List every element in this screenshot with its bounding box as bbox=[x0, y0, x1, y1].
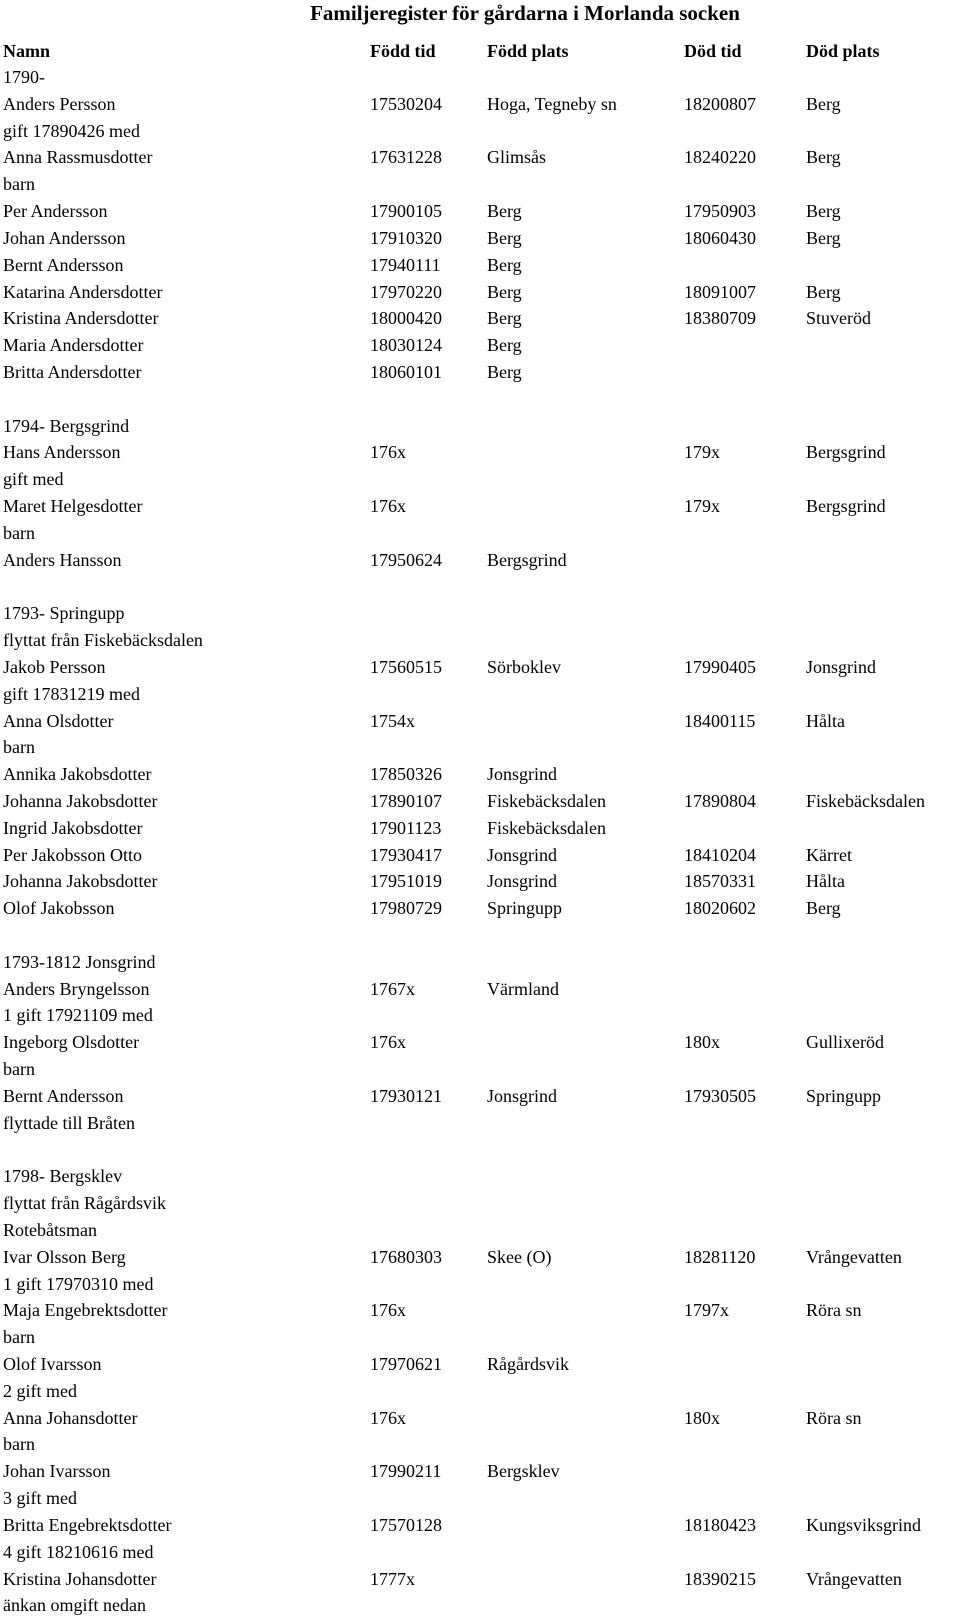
table-row bbox=[0, 949, 960, 976]
person-name-cell: Anna Rassmusdotter bbox=[3, 147, 153, 168]
person-name-cell: Anders Bryngelsson bbox=[3, 978, 150, 999]
born-place-cell: Berg bbox=[487, 308, 522, 329]
person-name-cell: Kristina Johansdotter bbox=[3, 1568, 157, 1589]
column-header-died-place: Död plats bbox=[806, 41, 880, 61]
born-date-cell: 17950624 bbox=[370, 549, 442, 570]
column-header-born-place: Född plats bbox=[487, 41, 569, 61]
person-name-cell: Jakob Persson bbox=[3, 656, 106, 677]
person-name-cell: Maja Engebrektsdotter bbox=[3, 1300, 168, 1321]
died-date-cell: 17930505 bbox=[684, 1085, 756, 1106]
table-row bbox=[0, 252, 960, 279]
person-name-cell: Johanna Jakobsdotter bbox=[3, 790, 158, 811]
person-name-cell: Britta Engebrektsdotter bbox=[3, 1514, 172, 1535]
column-header-name: Namn bbox=[3, 41, 51, 61]
died-place-cell: Berg bbox=[806, 201, 841, 222]
born-date-cell: 18060101 bbox=[370, 361, 442, 382]
table-row bbox=[0, 868, 960, 895]
page-title: Familjeregister för gårdarna i Morlanda socken bbox=[310, 1, 740, 25]
born-place-cell: Jonsgrind bbox=[487, 871, 558, 892]
table-row bbox=[0, 305, 960, 332]
born-place-cell: Berg bbox=[487, 227, 522, 248]
table-row bbox=[0, 225, 960, 252]
died-date-cell: 18200807 bbox=[684, 93, 756, 114]
born-place-cell: Jonsgrind bbox=[487, 844, 558, 865]
died-place-cell: Vrångevatten bbox=[806, 1568, 902, 1589]
person-name-cell: 4 gift 18210616 med bbox=[3, 1541, 154, 1562]
died-date-cell: 1797x bbox=[684, 1300, 729, 1321]
born-date-cell: 17901123 bbox=[370, 817, 442, 838]
table-row bbox=[0, 1592, 960, 1619]
person-name-cell: barn bbox=[3, 522, 35, 543]
died-date-cell: 18091007 bbox=[684, 281, 756, 302]
died-date-cell: 18281120 bbox=[684, 1246, 756, 1267]
born-date-cell: 17530204 bbox=[370, 93, 442, 114]
died-date-cell: 18380709 bbox=[684, 308, 756, 329]
person-name-cell: Olof Jakobsson bbox=[3, 898, 115, 919]
person-name-cell: Annika Jakobsdotter bbox=[3, 764, 152, 785]
table-row bbox=[0, 976, 960, 1003]
register-table bbox=[0, 64, 960, 1619]
born-place-cell: Berg bbox=[487, 361, 522, 382]
died-place-cell: Röra sn bbox=[806, 1407, 862, 1428]
died-place-cell: Berg bbox=[806, 227, 841, 248]
born-place-cell: Bergsklev bbox=[487, 1461, 560, 1482]
died-date-cell: 17890804 bbox=[684, 790, 756, 811]
born-place-cell: Berg bbox=[487, 254, 522, 275]
born-date-cell: 18000420 bbox=[370, 308, 442, 329]
person-name-cell: gift 17890426 med bbox=[3, 120, 140, 141]
born-date-cell: 17940111 bbox=[370, 254, 441, 275]
table-row bbox=[0, 413, 960, 440]
born-date-cell: 176x bbox=[370, 1032, 406, 1053]
table-row bbox=[0, 439, 960, 466]
died-place-cell: Kärret bbox=[806, 844, 852, 865]
table-row bbox=[0, 332, 960, 359]
table-row bbox=[0, 359, 960, 386]
table-row bbox=[0, 734, 960, 761]
born-place-cell: Skee (O) bbox=[487, 1246, 552, 1267]
table-row bbox=[0, 91, 960, 118]
table-row bbox=[0, 466, 960, 493]
died-date-cell: 17990405 bbox=[684, 656, 756, 677]
died-date-cell: 17950903 bbox=[684, 201, 756, 222]
table-row bbox=[0, 842, 960, 869]
died-date-cell: 18060430 bbox=[684, 227, 756, 248]
table-row bbox=[0, 708, 960, 735]
born-place-cell: Jonsgrind bbox=[487, 764, 558, 785]
person-name-cell: Bernt Andersson bbox=[3, 254, 124, 275]
born-place-cell: Rågårdsvik bbox=[487, 1354, 569, 1374]
person-name-cell: Johan Ivarsson bbox=[3, 1461, 111, 1482]
born-date-cell: 17910320 bbox=[370, 227, 442, 248]
person-name-cell: gift med bbox=[3, 469, 64, 490]
born-date-cell: 17990211 bbox=[370, 1461, 442, 1482]
table-row bbox=[0, 1083, 960, 1110]
person-name-cell: Johanna Jakobsdotter bbox=[3, 871, 158, 892]
died-date-cell: 179x bbox=[684, 496, 720, 516]
born-date-cell: 17951019 bbox=[370, 871, 442, 892]
died-place-cell: Bergsgrind bbox=[806, 442, 886, 463]
table-row bbox=[0, 1163, 960, 1190]
person-name-cell: gift 17831219 med bbox=[3, 683, 140, 704]
person-name-cell: barn bbox=[3, 1434, 35, 1455]
person-name-cell: Hans Andersson bbox=[3, 442, 121, 463]
person-name-cell: Johan Andersson bbox=[3, 227, 126, 248]
born-date-cell: 17560515 bbox=[370, 656, 442, 677]
born-place-cell: Bergsgrind bbox=[487, 549, 567, 570]
table-row bbox=[0, 922, 960, 949]
born-date-cell: 17631228 bbox=[370, 147, 442, 168]
table-row bbox=[0, 171, 960, 198]
born-date-cell: 17970220 bbox=[370, 281, 442, 302]
person-name-cell: 1 gift 17921109 med bbox=[3, 1005, 153, 1026]
born-place-cell: Glimsås bbox=[487, 147, 547, 168]
died-place-cell: Bergsgrind bbox=[806, 496, 886, 516]
table-row bbox=[0, 64, 960, 91]
table-row bbox=[0, 1271, 960, 1298]
born-date-cell: 17850326 bbox=[370, 764, 442, 785]
table-row bbox=[0, 1485, 960, 1512]
born-date-cell: 176x bbox=[370, 1300, 406, 1321]
person-name-cell: Anders Hansson bbox=[3, 549, 122, 570]
born-date-cell: 176x bbox=[370, 442, 406, 463]
born-place-cell: Fiskebäcksdalen bbox=[487, 817, 606, 838]
born-place-cell: Hoga, Tegneby sn bbox=[487, 93, 617, 114]
person-name-cell: Per Andersson bbox=[3, 201, 108, 222]
person-name-cell: 1794- Bergsgrind bbox=[3, 415, 130, 436]
died-place-cell: Vrångevatten bbox=[806, 1246, 902, 1267]
person-name-cell: barn bbox=[3, 1059, 35, 1080]
died-place-cell: Berg bbox=[806, 281, 841, 302]
table-row bbox=[0, 1056, 960, 1083]
person-name-cell: barn bbox=[3, 737, 35, 758]
born-date-cell: 176x bbox=[370, 496, 406, 516]
table-row bbox=[0, 118, 960, 145]
table-row bbox=[0, 573, 960, 600]
born-date-cell: 17930121 bbox=[370, 1085, 442, 1106]
died-date-cell: 180x bbox=[684, 1407, 720, 1428]
table-row bbox=[0, 1405, 960, 1432]
table-row bbox=[0, 1566, 960, 1593]
person-name-cell: barn bbox=[3, 174, 35, 195]
table-row bbox=[0, 1002, 960, 1029]
person-name-cell: Britta Andersdotter bbox=[3, 361, 142, 382]
table-row bbox=[0, 198, 960, 225]
table-row bbox=[0, 1029, 960, 1056]
person-name-cell: Ivar Olsson Berg bbox=[3, 1246, 126, 1267]
died-place-cell: Jonsgrind bbox=[806, 656, 877, 677]
died-place-cell: Fiskebäcksdalen bbox=[806, 790, 925, 811]
born-date-cell: 1767x bbox=[370, 978, 415, 999]
born-date-cell: 1777x bbox=[370, 1568, 415, 1589]
person-name-cell: flyttat från Rågårdsvik bbox=[3, 1193, 166, 1214]
table-row bbox=[0, 386, 960, 413]
born-place-cell: Berg bbox=[487, 201, 522, 222]
person-name-cell: Anders Persson bbox=[3, 93, 116, 114]
table-row bbox=[0, 627, 960, 654]
table-row bbox=[0, 547, 960, 574]
died-place-cell: Berg bbox=[806, 147, 841, 168]
died-date-cell: 18020602 bbox=[684, 898, 756, 919]
column-header-born-date: Född tid bbox=[370, 41, 436, 61]
died-place-cell: Springupp bbox=[806, 1085, 882, 1106]
table-row bbox=[0, 520, 960, 547]
person-name-cell: Ingrid Jakobsdotter bbox=[3, 817, 143, 838]
person-name-cell: Anna Johansdotter bbox=[3, 1407, 138, 1428]
died-date-cell: 18410204 bbox=[684, 844, 756, 865]
died-place-cell: Berg bbox=[806, 93, 841, 114]
table-row bbox=[0, 815, 960, 842]
person-name-cell: barn bbox=[3, 1327, 35, 1348]
table-row bbox=[0, 1431, 960, 1458]
table-row bbox=[0, 1244, 960, 1271]
born-place-cell: Jonsgrind bbox=[487, 1085, 558, 1106]
table-row bbox=[0, 681, 960, 708]
person-name-cell: Katarina Andersdotter bbox=[3, 281, 163, 302]
died-place-cell: Röra sn bbox=[806, 1300, 862, 1321]
person-name-cell: 1793-1812 Jonsgrind bbox=[3, 951, 156, 972]
born-place-cell: Värmland bbox=[487, 978, 559, 999]
table-row bbox=[0, 144, 960, 171]
person-name-cell: Per Jakobsson Otto bbox=[3, 844, 142, 865]
died-date-cell: 18400115 bbox=[684, 710, 756, 731]
born-place-cell: Springupp bbox=[487, 898, 563, 919]
born-date-cell: 17900105 bbox=[370, 201, 442, 222]
person-name-cell: flyttade till Bråten bbox=[3, 1112, 135, 1133]
table-row bbox=[0, 279, 960, 306]
person-name-cell: flyttat från Fiskebäcksdalen bbox=[3, 630, 203, 651]
table-row bbox=[0, 1217, 960, 1244]
born-date-cell: 17570128 bbox=[370, 1514, 442, 1535]
person-name-cell: 3 gift med bbox=[3, 1488, 77, 1509]
table-row bbox=[0, 654, 960, 681]
table-row bbox=[0, 1297, 960, 1324]
born-place-cell: Berg bbox=[487, 281, 522, 302]
died-place-cell: Gullixeröd bbox=[806, 1032, 884, 1053]
died-place-cell: Hålta bbox=[806, 710, 845, 731]
born-date-cell: 17930417 bbox=[370, 844, 442, 865]
born-date-cell: 18030124 bbox=[370, 335, 442, 356]
table-row bbox=[0, 1110, 960, 1137]
person-name-cell: änkan omgift nedan bbox=[3, 1595, 146, 1616]
table-row bbox=[0, 1378, 960, 1405]
born-date-cell: 176x bbox=[370, 1407, 406, 1428]
column-header-died-date: Död tid bbox=[684, 41, 742, 61]
person-name-cell: 1793- Springupp bbox=[3, 603, 125, 624]
table-row bbox=[0, 493, 960, 520]
died-place-cell: Hålta bbox=[806, 871, 845, 892]
person-name-cell: Maria Andersdotter bbox=[3, 335, 144, 356]
died-date-cell: 18390215 bbox=[684, 1568, 756, 1589]
table-row bbox=[0, 1324, 960, 1351]
died-date-cell: 18180423 bbox=[684, 1514, 756, 1535]
person-name-cell: 1798- Bergsklev bbox=[3, 1166, 123, 1187]
person-name-cell: 1790- bbox=[3, 67, 45, 87]
person-name-cell: 1 gift 17970310 med bbox=[3, 1273, 154, 1294]
died-place-cell: Kungsviksgrind bbox=[806, 1514, 922, 1535]
born-date-cell: 17680303 bbox=[370, 1246, 442, 1267]
born-place-cell: Berg bbox=[487, 335, 522, 356]
died-place-cell: Stuveröd bbox=[806, 308, 871, 329]
born-date-cell: 17890107 bbox=[370, 790, 442, 811]
person-name-cell: Anna Olsdotter bbox=[3, 710, 114, 731]
table-row bbox=[0, 1458, 960, 1485]
born-date-cell: 17970621 bbox=[370, 1354, 442, 1374]
born-date-cell: 17980729 bbox=[370, 898, 442, 919]
table-row bbox=[0, 1351, 960, 1378]
person-name-cell: Ingeborg Olsdotter bbox=[3, 1032, 140, 1053]
person-name-cell: Kristina Andersdotter bbox=[3, 308, 159, 329]
person-name-cell: 2 gift med bbox=[3, 1380, 77, 1401]
table-row bbox=[0, 1137, 960, 1164]
died-date-cell: 18570331 bbox=[684, 871, 756, 892]
table-row bbox=[0, 1539, 960, 1566]
table-row bbox=[0, 761, 960, 788]
died-date-cell: 180x bbox=[684, 1032, 720, 1053]
table-row bbox=[0, 1190, 960, 1217]
table-row bbox=[0, 1512, 960, 1539]
died-place-cell: Berg bbox=[806, 898, 841, 919]
born-place-cell: Sörboklev bbox=[487, 656, 561, 677]
born-place-cell: Fiskebäcksdalen bbox=[487, 790, 606, 811]
table-row bbox=[0, 895, 960, 922]
table-row bbox=[0, 788, 960, 815]
table-row bbox=[0, 600, 960, 627]
died-date-cell: 18240220 bbox=[684, 147, 756, 168]
person-name-cell: Maret Helgesdotter bbox=[3, 496, 143, 516]
person-name-cell: Bernt Andersson bbox=[3, 1085, 124, 1106]
person-name-cell: Olof Ivarsson bbox=[3, 1354, 102, 1374]
person-name-cell: Rotebåtsman bbox=[3, 1219, 97, 1240]
born-date-cell: 1754x bbox=[370, 710, 415, 731]
died-date-cell: 179x bbox=[684, 442, 720, 463]
